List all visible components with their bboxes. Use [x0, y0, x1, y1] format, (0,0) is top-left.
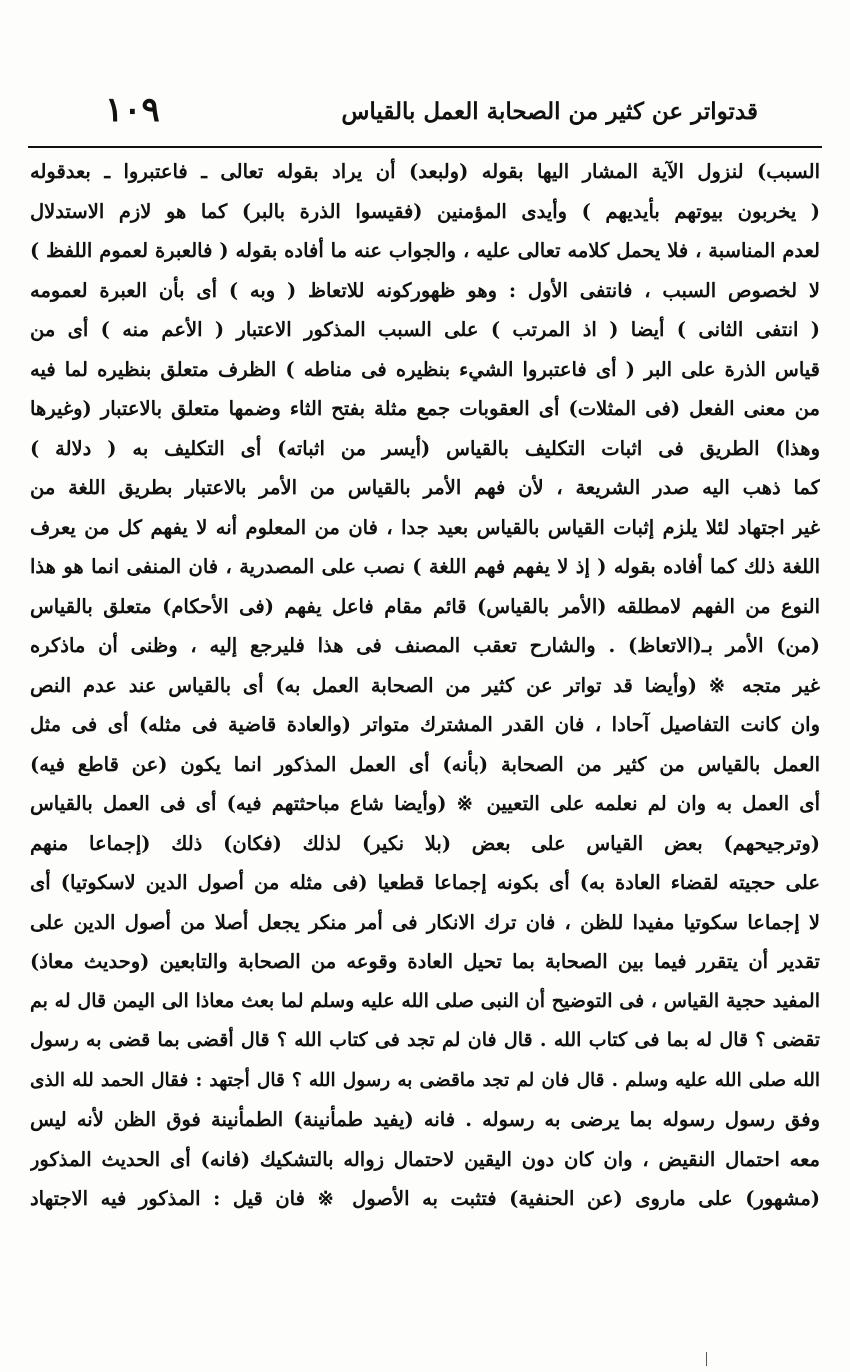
text-line: ( انتفى الثانى ) أيضا ( اذ المرتب ) على السبب المذكور الاعتبار ( الأعم منه ) أى من [30, 318, 820, 341]
text-line: غير اجتهاد لئلا يلزم إثبات القياس بالقياس بعيد جدا ، فان من المعلوم أنه لا يفهم كل من يعرف [30, 515, 820, 539]
text-line: من معنى الفعل (فى المثلات) أى العقوبات جمع مثلة بفتح الثاء وضمها متعلق بالاعتبار (وغيرها [30, 397, 820, 420]
text-line: وهذا) الطريق فى اثبات التكليف بالقياس (أيسر من اثباته) أى التكليف به ( دلالة ) [30, 436, 820, 460]
page-header [105, 90, 758, 146]
text-line: (وترجيحهم) بعض القياس على بعض (بلا نكير) لذلك (فكان) ذلك (إجماعا منهم [30, 831, 820, 855]
text-line: المفيد حجية القياس ، فى التوضيح أن النبى صلى الله عليه وسلم لما بعث معاذا الى اليمن قال له بم [30, 989, 820, 1012]
text-line: غير متجه ※ (وأيضا قد تواتر عن كثير من الصحابة العمل به) أى بالقياس عند عدم النص [30, 673, 820, 697]
text-line: ( يخربون بيوتهم بأيديهم ) وأيدى المؤمنين (فقيسوا الذرة بالبر) كما هو لازم الاستدلال [30, 199, 820, 223]
text-line: لعدم المناسبة ، فلا يحمل كلامه تعالى عليه ، والجواب عنه ما أفاده بقوله ( فالعبرة لعموم اللفظ ) [30, 239, 820, 262]
page-number: ١٠٩ [105, 90, 160, 130]
text-line: كما ذهب اليه صدر الشريعة ، لأن فهم الأمر بالقياس من الأمر بالاعتبار بطريق اللغة من [30, 476, 820, 499]
text-line: تقضى ؟ قال له بما فى كتاب الله . قال فان لم تجد فى كتاب الله ؟ قال أقضى بما قضى به رسول [30, 1029, 820, 1051]
text-line: الله صلى الله عليه وسلم . قال فان لم تجد ماقضى به رسول الله ؟ قال أجتهد : فقال الحمد لله الذى [30, 1069, 820, 1091]
text-line: السبب) لنزول الآية المشار اليها بقوله (ولبعد) أن يراد بقوله تعالى ـ فاعتبروا ـ بعدقوله [30, 160, 820, 183]
text-line: وان كانت التفاصيل آحادا ، فان القدر المشترك متواتر (والعادة قاضية فى مثله) أى فى مثل [30, 713, 820, 736]
page-edge-mark [706, 1352, 707, 1366]
text-line: العمل بالقياس من كثير من الصحابة (بأنه) أى العمل المذكور انما يكون (عن قاطع فيه) [30, 752, 820, 776]
text-line: (مشهور) على ماروى (عن الحنفية) فتثبت به الأصول ※ فان قيل : المذكور فيه الاجتهاد [30, 1187, 820, 1210]
text-line: وفق رسول رسوله بما يرضى به رسوله . فانه (يفيد طمأنينة) الطمأنينة فوق الظن لأنه ليس [30, 1108, 820, 1131]
text-line: اللغة ذلك كما أفاده بقوله ( إذ لا يفهم فهم اللغة ) نصب على المصدرية ، فان المنفى انما هو هذا [30, 555, 820, 578]
text-line: على حجيته لقضاء العادة به) أى بكونه إجماعا قطعيا (فى مثله من أصول الدين لاسكوتيا) أى [30, 871, 820, 894]
text-line: قياس الذرة على البر ( أى فاعتبروا الشيء بنظيره فى مناطه ) الظرف متعلق بنظيره لما فيه [30, 357, 820, 381]
body-text [30, 152, 820, 1219]
text-line: معه احتمال النقيض ، وان كان دون اليقين لاحتمال زواله بالتشكيك (فانه) أى الحديث المذكور [30, 1147, 820, 1171]
text-line: (من) الأمر بـ(الاتعاظ) . والشارح تعقب المصنف فى هذا فليرجع إليه ، وظنى أن ماذكره [30, 634, 820, 657]
text-line: النوع من الفهم لامطلقه (الأمر بالقياس) قائم مقام فاعل يفهم (فى الأحكام) متعلق بالقياس [30, 594, 820, 618]
text-line: لا لخصوص السبب ، فانتفى الأول : وهو ظهوركونه للاتعاظ ( وبه ) أى بأن العبرة لعمومه [30, 278, 820, 302]
header-rule [28, 146, 822, 148]
text-line: تقدير أن يتقرر فيما بين الصحابة بما تحيل العادة وقوعه من الصحابة والتابعين (وحديث معاذ) [30, 950, 820, 973]
running-title: قدتواتر عن كثير من الصحابة العمل بالقياس [341, 98, 758, 125]
text-line: أى العمل به وان لم نعلمه على التعيين ※ (وأيضا شاع مباحثتهم فيه) أى فى العمل بالقياس [30, 792, 820, 815]
text-line: لا إجماعا سكوتيا مفيدا للظن ، فان ترك الانكار فى أمر منكر يجعل أصلا من أصول الدين على [30, 910, 820, 934]
